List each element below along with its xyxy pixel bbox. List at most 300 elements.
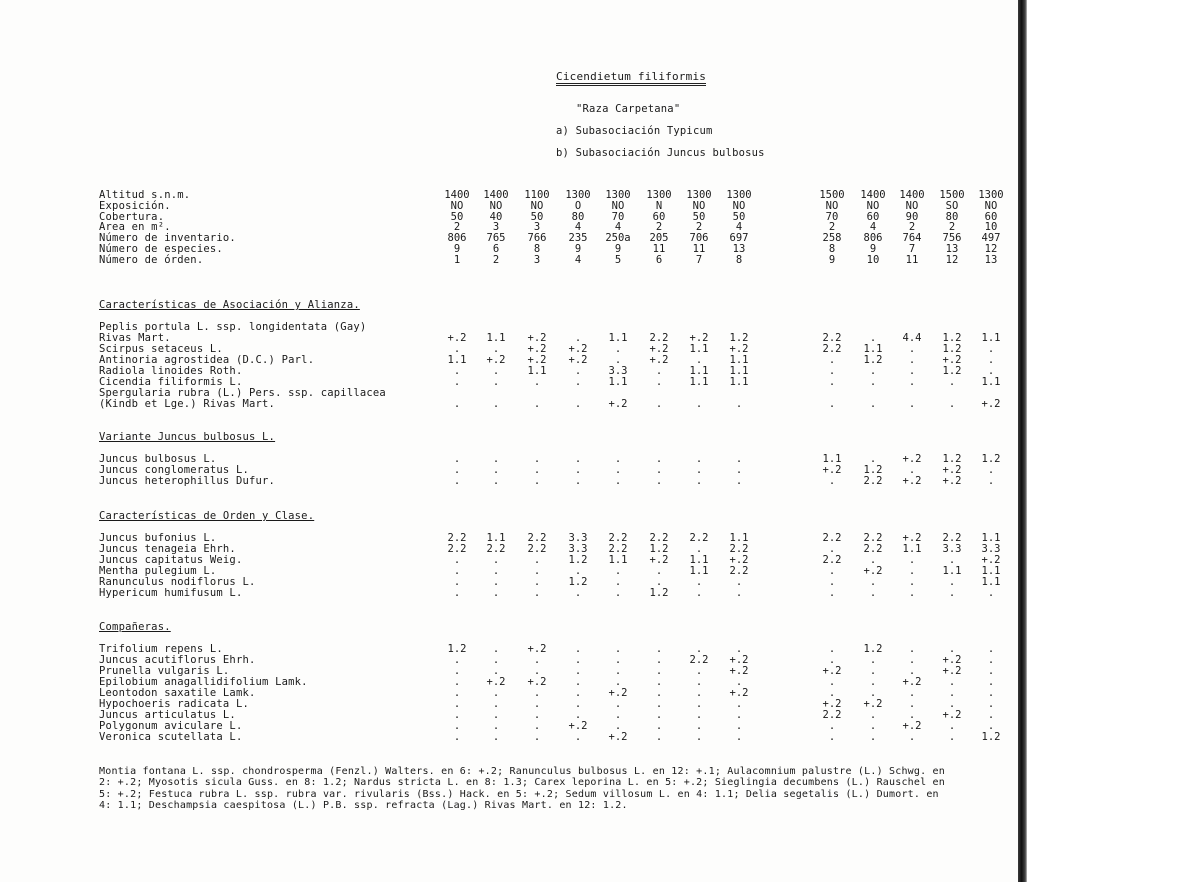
cover-value: . bbox=[614, 698, 622, 710]
cover-value: . bbox=[574, 654, 582, 666]
cover-value: +.2 bbox=[649, 354, 669, 366]
header-value: 3 bbox=[533, 221, 541, 234]
cover-value: . bbox=[492, 587, 500, 599]
cover-value: . bbox=[655, 731, 663, 743]
cover-value: +.2 bbox=[649, 554, 669, 566]
species-name: Juncus bufonius L. bbox=[99, 532, 217, 544]
header-value: 50 bbox=[692, 210, 706, 223]
cover-value: . bbox=[614, 676, 622, 688]
cover-value: 2.2 bbox=[649, 332, 669, 344]
header-value: 10 bbox=[866, 253, 880, 266]
cover-value: . bbox=[735, 676, 743, 688]
cover-value: . bbox=[735, 453, 743, 465]
cover-value: 1.1 bbox=[486, 332, 506, 344]
header-value: 1300 bbox=[726, 189, 752, 201]
cover-value: +.2 bbox=[729, 343, 749, 355]
cover-value: . bbox=[453, 698, 461, 710]
cover-value: . bbox=[735, 643, 743, 655]
cover-value: +.2 bbox=[729, 665, 749, 677]
cover-value: . bbox=[908, 354, 916, 366]
header-value: 7 bbox=[908, 243, 916, 255]
cover-value: 3.3 bbox=[568, 532, 588, 544]
cover-value: . bbox=[869, 576, 877, 588]
header-value: NO bbox=[825, 199, 839, 212]
species-name: Juncus tenageia Ehrh. bbox=[99, 543, 236, 555]
cover-value: . bbox=[948, 398, 956, 410]
cover-value: . bbox=[869, 654, 877, 666]
header-value: 80 bbox=[945, 210, 959, 223]
cover-value: 1.2 bbox=[942, 365, 962, 377]
cover-value: . bbox=[492, 576, 500, 588]
header-value: 60 bbox=[866, 210, 880, 223]
cover-value: . bbox=[908, 709, 916, 721]
species-name: Rivas Mart. bbox=[99, 332, 171, 344]
header-value: 5 bbox=[614, 253, 622, 266]
cover-value: . bbox=[655, 676, 663, 688]
cover-value: 1.1 bbox=[863, 343, 883, 355]
cover-value: . bbox=[695, 720, 703, 732]
cover-value: 1.2 bbox=[863, 354, 883, 366]
cover-value: . bbox=[695, 731, 703, 743]
header-value: 11 bbox=[652, 243, 666, 255]
cover-value: . bbox=[492, 665, 500, 677]
cover-value: +.2 bbox=[527, 332, 547, 344]
header-value: 258 bbox=[822, 232, 842, 245]
header-value: 706 bbox=[689, 232, 709, 245]
subassociation-b: b) Subasociación Juncus bulbosus bbox=[556, 147, 765, 159]
cover-value: . bbox=[869, 665, 877, 677]
cover-value: . bbox=[453, 576, 461, 588]
cover-value: . bbox=[908, 731, 916, 743]
species-name: Scirpus setaceus L. bbox=[99, 343, 223, 355]
cover-value: 1.1 bbox=[729, 532, 749, 544]
cover-value: +.2 bbox=[608, 398, 628, 410]
cover-value: . bbox=[655, 709, 663, 721]
cover-value: . bbox=[492, 376, 500, 388]
header-label: Altitud s.n.m. bbox=[99, 189, 191, 201]
header-value: 4 bbox=[614, 221, 622, 234]
footnote-line: 2: +.2; Myosotis sicula Guss. en 8: 1.2; Nardus stricta L. en 8: 1.3; Carex leporina L. en 5: +.2; Sieglingia decumbens (L.) Rauschel en bbox=[99, 777, 945, 789]
header-value: 2 bbox=[908, 221, 916, 234]
cover-value: . bbox=[948, 376, 956, 388]
header-label: Exposición. bbox=[99, 199, 171, 212]
header-value: NO bbox=[732, 199, 746, 212]
cover-value: 2.2 bbox=[527, 543, 547, 555]
header-value: 13 bbox=[984, 253, 998, 266]
cover-value: . bbox=[614, 643, 622, 655]
header-value: NO bbox=[905, 199, 919, 212]
species-name: Polygonum aviculare L. bbox=[99, 720, 243, 732]
cover-value: . bbox=[869, 365, 877, 377]
cover-value: . bbox=[735, 576, 743, 588]
cover-value: . bbox=[533, 576, 541, 588]
cover-value: +.2 bbox=[863, 565, 883, 577]
header-value: 11 bbox=[905, 253, 919, 266]
species-name: Ranunculus nodiflorus L. bbox=[99, 576, 256, 588]
cover-value: . bbox=[492, 343, 500, 355]
cover-value: . bbox=[735, 587, 743, 599]
cover-value: 2.2 bbox=[527, 532, 547, 544]
cover-value: . bbox=[655, 475, 663, 487]
cover-value: . bbox=[492, 698, 500, 710]
cover-value: . bbox=[948, 554, 956, 566]
cover-value: . bbox=[987, 343, 995, 355]
cover-value: . bbox=[987, 687, 995, 699]
header-value: 2 bbox=[655, 221, 663, 234]
cover-value: . bbox=[492, 464, 500, 476]
cover-value: . bbox=[869, 376, 877, 388]
cover-value: 1.2 bbox=[863, 464, 883, 476]
cover-value: 2.2 bbox=[822, 532, 842, 544]
cover-value: 1.1 bbox=[729, 354, 749, 366]
cover-value: . bbox=[695, 464, 703, 476]
header-value: 50 bbox=[450, 210, 464, 223]
header-value: 13 bbox=[945, 243, 959, 255]
cover-value: 1.2 bbox=[942, 343, 962, 355]
cover-value: . bbox=[828, 676, 836, 688]
header-value: NO bbox=[866, 199, 880, 212]
cover-value: 2.2 bbox=[863, 475, 883, 487]
cover-value: 1.1 bbox=[689, 343, 709, 355]
sheet-edge-shadow bbox=[1018, 0, 1027, 882]
header-value: 2 bbox=[453, 221, 461, 234]
header-value: 9 bbox=[574, 243, 582, 255]
cover-value: . bbox=[453, 453, 461, 465]
section-heading: Características de Orden y Clase. bbox=[99, 510, 315, 522]
cover-value: . bbox=[908, 565, 916, 577]
header-value: 205 bbox=[649, 232, 669, 245]
cover-value: . bbox=[655, 464, 663, 476]
species-name: Juncus articulatus L. bbox=[99, 709, 236, 721]
cover-value: . bbox=[453, 665, 461, 677]
cover-value: +.2 bbox=[689, 332, 709, 344]
cover-value: . bbox=[987, 354, 995, 366]
cover-value: . bbox=[614, 709, 622, 721]
header-value: NO bbox=[611, 199, 625, 212]
species-name: Juncus capitatus Weig. bbox=[99, 554, 243, 566]
cover-value: . bbox=[908, 698, 916, 710]
cover-value: +.2 bbox=[942, 354, 962, 366]
cover-value: 1.1 bbox=[689, 565, 709, 577]
cover-value: . bbox=[828, 576, 836, 588]
cover-value: +.2 bbox=[568, 354, 588, 366]
cover-value: . bbox=[533, 376, 541, 388]
cover-value: . bbox=[948, 687, 956, 699]
cover-value: . bbox=[869, 332, 877, 344]
cover-value: . bbox=[574, 687, 582, 699]
cover-value: . bbox=[492, 398, 500, 410]
cover-value: . bbox=[828, 687, 836, 699]
section-heading: Características de Asociación y Alianza. bbox=[99, 299, 360, 311]
cover-value: . bbox=[453, 365, 461, 377]
header-label: Número de inventario. bbox=[99, 232, 236, 245]
cover-value: 1.1 bbox=[981, 376, 1001, 388]
cover-value: . bbox=[695, 643, 703, 655]
table-subtitle: "Raza Carpetana" bbox=[576, 103, 681, 115]
header-value: 1100 bbox=[524, 189, 550, 201]
cover-value: 3.3 bbox=[568, 543, 588, 555]
cover-value: . bbox=[533, 475, 541, 487]
cover-value: . bbox=[828, 376, 836, 388]
species-name: Juncus acutiflorus Ehrh. bbox=[99, 654, 256, 666]
cover-value: . bbox=[695, 453, 703, 465]
header-value: 1400 bbox=[444, 189, 470, 201]
cover-value: +.2 bbox=[527, 343, 547, 355]
cover-value: 1.1 bbox=[729, 376, 749, 388]
header-value: 765 bbox=[486, 232, 506, 245]
cover-value: . bbox=[614, 343, 622, 355]
cover-value: 1.2 bbox=[649, 587, 669, 599]
species-name: Radiola linoides Roth. bbox=[99, 365, 243, 377]
cover-value: . bbox=[614, 665, 622, 677]
species-name: Juncus heterophillus Dufur. bbox=[99, 475, 276, 487]
cover-value: . bbox=[735, 698, 743, 710]
cover-value: 1.1 bbox=[689, 376, 709, 388]
cover-value: . bbox=[695, 665, 703, 677]
cover-value: . bbox=[574, 643, 582, 655]
cover-value: 3.3 bbox=[981, 543, 1001, 555]
cover-value: . bbox=[908, 576, 916, 588]
header-value: 13 bbox=[732, 243, 746, 255]
cover-value: . bbox=[869, 398, 877, 410]
species-name: Epilobium anagallidifolium Lamk. bbox=[99, 676, 308, 688]
cover-value: . bbox=[453, 565, 461, 577]
cover-value: 2.2 bbox=[608, 543, 628, 555]
species-name: Mentha pulegium L. bbox=[99, 565, 217, 577]
cover-value: . bbox=[453, 654, 461, 666]
header-value: 7 bbox=[695, 253, 703, 266]
cover-value: . bbox=[614, 354, 622, 366]
cover-value: . bbox=[828, 398, 836, 410]
cover-value: 1.2 bbox=[568, 554, 588, 566]
cover-value: +.2 bbox=[486, 354, 506, 366]
cover-value: +.2 bbox=[729, 554, 749, 566]
cover-value: . bbox=[533, 654, 541, 666]
cover-value: 2.2 bbox=[729, 565, 749, 577]
cover-value: . bbox=[453, 676, 461, 688]
cover-value: +.2 bbox=[568, 343, 588, 355]
cover-value: . bbox=[533, 720, 541, 732]
cover-value: 2.2 bbox=[486, 543, 506, 555]
cover-value: +.2 bbox=[863, 698, 883, 710]
header-value: NO bbox=[450, 199, 464, 212]
header-value: 1300 bbox=[646, 189, 672, 201]
cover-value: . bbox=[533, 687, 541, 699]
cover-value: . bbox=[987, 720, 995, 732]
header-value: 6 bbox=[655, 253, 663, 266]
cover-value: . bbox=[987, 698, 995, 710]
cover-value: . bbox=[908, 398, 916, 410]
cover-value: . bbox=[987, 464, 995, 476]
cover-value: . bbox=[492, 643, 500, 655]
cover-value: . bbox=[908, 587, 916, 599]
cover-value: +.2 bbox=[981, 554, 1001, 566]
cover-value: . bbox=[655, 643, 663, 655]
cover-value: 1.1 bbox=[981, 532, 1001, 544]
cover-value: . bbox=[492, 565, 500, 577]
cover-value: . bbox=[492, 365, 500, 377]
header-value: 1500 bbox=[819, 189, 845, 201]
header-value: 2 bbox=[948, 221, 956, 234]
header-value: 8 bbox=[533, 243, 541, 255]
cover-value: 3.3 bbox=[942, 543, 962, 555]
cover-value: 1.1 bbox=[981, 332, 1001, 344]
cover-value: 4.4 bbox=[902, 332, 922, 344]
cover-value: . bbox=[574, 475, 582, 487]
cover-value: . bbox=[695, 354, 703, 366]
cover-value: . bbox=[948, 643, 956, 655]
cover-value: . bbox=[987, 475, 995, 487]
cover-value: . bbox=[655, 720, 663, 732]
cover-value: 1.2 bbox=[942, 332, 962, 344]
header-value: 1400 bbox=[860, 189, 886, 201]
header-value: 1500 bbox=[939, 189, 965, 201]
species-name: Antinoria agrostidea (D.C.) Parl. bbox=[99, 354, 315, 366]
species-name: (Kindb et Lge.) Rivas Mart. bbox=[99, 398, 276, 410]
cover-value: 2.2 bbox=[863, 532, 883, 544]
header-value: 10 bbox=[984, 221, 998, 234]
cover-value: +.2 bbox=[981, 398, 1001, 410]
cover-value: 2.2 bbox=[608, 532, 628, 544]
species-name: Peplis portula L. ssp. longidentata (Gay) bbox=[99, 321, 367, 333]
cover-value: . bbox=[533, 453, 541, 465]
cover-value: +.2 bbox=[608, 687, 628, 699]
header-value: 9 bbox=[614, 243, 622, 255]
cover-value: . bbox=[735, 709, 743, 721]
table-title: Cicendietum filiformis bbox=[556, 71, 706, 86]
cover-value: . bbox=[695, 543, 703, 555]
header-value: NO bbox=[489, 199, 503, 212]
cover-value: . bbox=[869, 453, 877, 465]
cover-value: 1.1 bbox=[486, 532, 506, 544]
cover-value: . bbox=[453, 709, 461, 721]
header-value: 3 bbox=[492, 221, 500, 234]
cover-value: 2.2 bbox=[942, 532, 962, 544]
cover-value: +.2 bbox=[902, 532, 922, 544]
cover-value: 2.2 bbox=[689, 532, 709, 544]
cover-value: . bbox=[908, 365, 916, 377]
cover-value: 1.1 bbox=[729, 365, 749, 377]
cover-value: 1.2 bbox=[942, 453, 962, 465]
cover-value: 1.1 bbox=[608, 332, 628, 344]
header-value: 8 bbox=[828, 243, 836, 255]
cover-value: . bbox=[614, 464, 622, 476]
cover-value: 1.1 bbox=[902, 543, 922, 555]
header-label: Número de órden. bbox=[99, 253, 204, 266]
cover-value: . bbox=[453, 464, 461, 476]
cover-value: . bbox=[453, 687, 461, 699]
header-value: 60 bbox=[652, 210, 666, 223]
cover-value: . bbox=[492, 731, 500, 743]
cover-value: . bbox=[533, 587, 541, 599]
cover-value: 2.2 bbox=[822, 554, 842, 566]
header-value: 6 bbox=[492, 243, 500, 255]
header-value: 4 bbox=[869, 221, 877, 234]
cover-value: +.2 bbox=[942, 654, 962, 666]
cover-value: . bbox=[735, 731, 743, 743]
cover-value: . bbox=[655, 376, 663, 388]
cover-value: . bbox=[492, 554, 500, 566]
header-value: 11 bbox=[692, 243, 706, 255]
cover-value: . bbox=[695, 576, 703, 588]
cover-value: . bbox=[614, 453, 622, 465]
species-name: Spergularia rubra (L.) Pers. ssp. capillacea bbox=[99, 387, 386, 399]
cover-value: 1.1 bbox=[447, 354, 467, 366]
cover-value: . bbox=[828, 654, 836, 666]
cover-value: . bbox=[492, 687, 500, 699]
cover-value: . bbox=[655, 398, 663, 410]
cover-value: +.2 bbox=[822, 698, 842, 710]
species-name: Cicendia filiformis L. bbox=[99, 376, 243, 388]
cover-value: 2.2 bbox=[822, 332, 842, 344]
cover-value: . bbox=[869, 587, 877, 599]
cover-value: . bbox=[948, 731, 956, 743]
cover-value: +.2 bbox=[942, 709, 962, 721]
cover-value: . bbox=[533, 464, 541, 476]
species-name: Juncus bulbosus L. bbox=[99, 453, 217, 465]
header-value: 497 bbox=[981, 232, 1001, 245]
cover-value: . bbox=[908, 687, 916, 699]
header-value: NO bbox=[692, 199, 706, 212]
cover-value: +.2 bbox=[942, 665, 962, 677]
header-value: 60 bbox=[984, 210, 998, 223]
footnote-line: Montia fontana L. ssp. chondrosperma (Fenzl.) Walters. en 6: +.2; Ranunculus bulbosus L. en 12: +.1; Aulacomnium palustre (L.) Schwg. en bbox=[99, 766, 945, 777]
header-value: 50 bbox=[732, 210, 746, 223]
cover-value: . bbox=[987, 654, 995, 666]
header-value: 766 bbox=[527, 232, 547, 245]
cover-value: . bbox=[828, 354, 836, 366]
header-value: 1400 bbox=[483, 189, 509, 201]
cover-value: . bbox=[828, 365, 836, 377]
cover-value: . bbox=[908, 643, 916, 655]
cover-value: 1.1 bbox=[689, 365, 709, 377]
header-value: 250a bbox=[605, 232, 631, 245]
cover-value: . bbox=[828, 475, 836, 487]
cover-value: . bbox=[987, 709, 995, 721]
cover-value: 1.2 bbox=[649, 543, 669, 555]
cover-value: 2.2 bbox=[822, 343, 842, 355]
cover-value: +.2 bbox=[902, 676, 922, 688]
cover-value: 1.1 bbox=[608, 376, 628, 388]
header-value: 70 bbox=[825, 210, 839, 223]
cover-value: +.2 bbox=[729, 654, 749, 666]
cover-value: 3.3 bbox=[608, 365, 628, 377]
cover-value: . bbox=[453, 720, 461, 732]
species-name: Veronica scutellata L. bbox=[99, 731, 243, 743]
cover-value: . bbox=[948, 676, 956, 688]
cover-value: . bbox=[869, 554, 877, 566]
cover-value: . bbox=[987, 643, 995, 655]
header-label: Cobertura. bbox=[99, 210, 165, 223]
cover-value: 1.2 bbox=[981, 731, 1001, 743]
cover-value: 1.1 bbox=[822, 453, 842, 465]
cover-value: . bbox=[655, 565, 663, 577]
cover-value: 2.2 bbox=[822, 709, 842, 721]
cover-value: . bbox=[574, 676, 582, 688]
cover-value: . bbox=[987, 587, 995, 599]
cover-value: 1.1 bbox=[608, 554, 628, 566]
header-value: 70 bbox=[611, 210, 625, 223]
cover-value: 1.1 bbox=[981, 576, 1001, 588]
cover-value: +.2 bbox=[568, 720, 588, 732]
header-value: 9 bbox=[869, 243, 877, 255]
cover-value: . bbox=[492, 709, 500, 721]
cover-value: 1.2 bbox=[981, 453, 1001, 465]
header-value: 1300 bbox=[565, 189, 591, 201]
header-value: N bbox=[655, 199, 663, 212]
header-value: 235 bbox=[568, 232, 588, 245]
cover-value: +.2 bbox=[902, 453, 922, 465]
